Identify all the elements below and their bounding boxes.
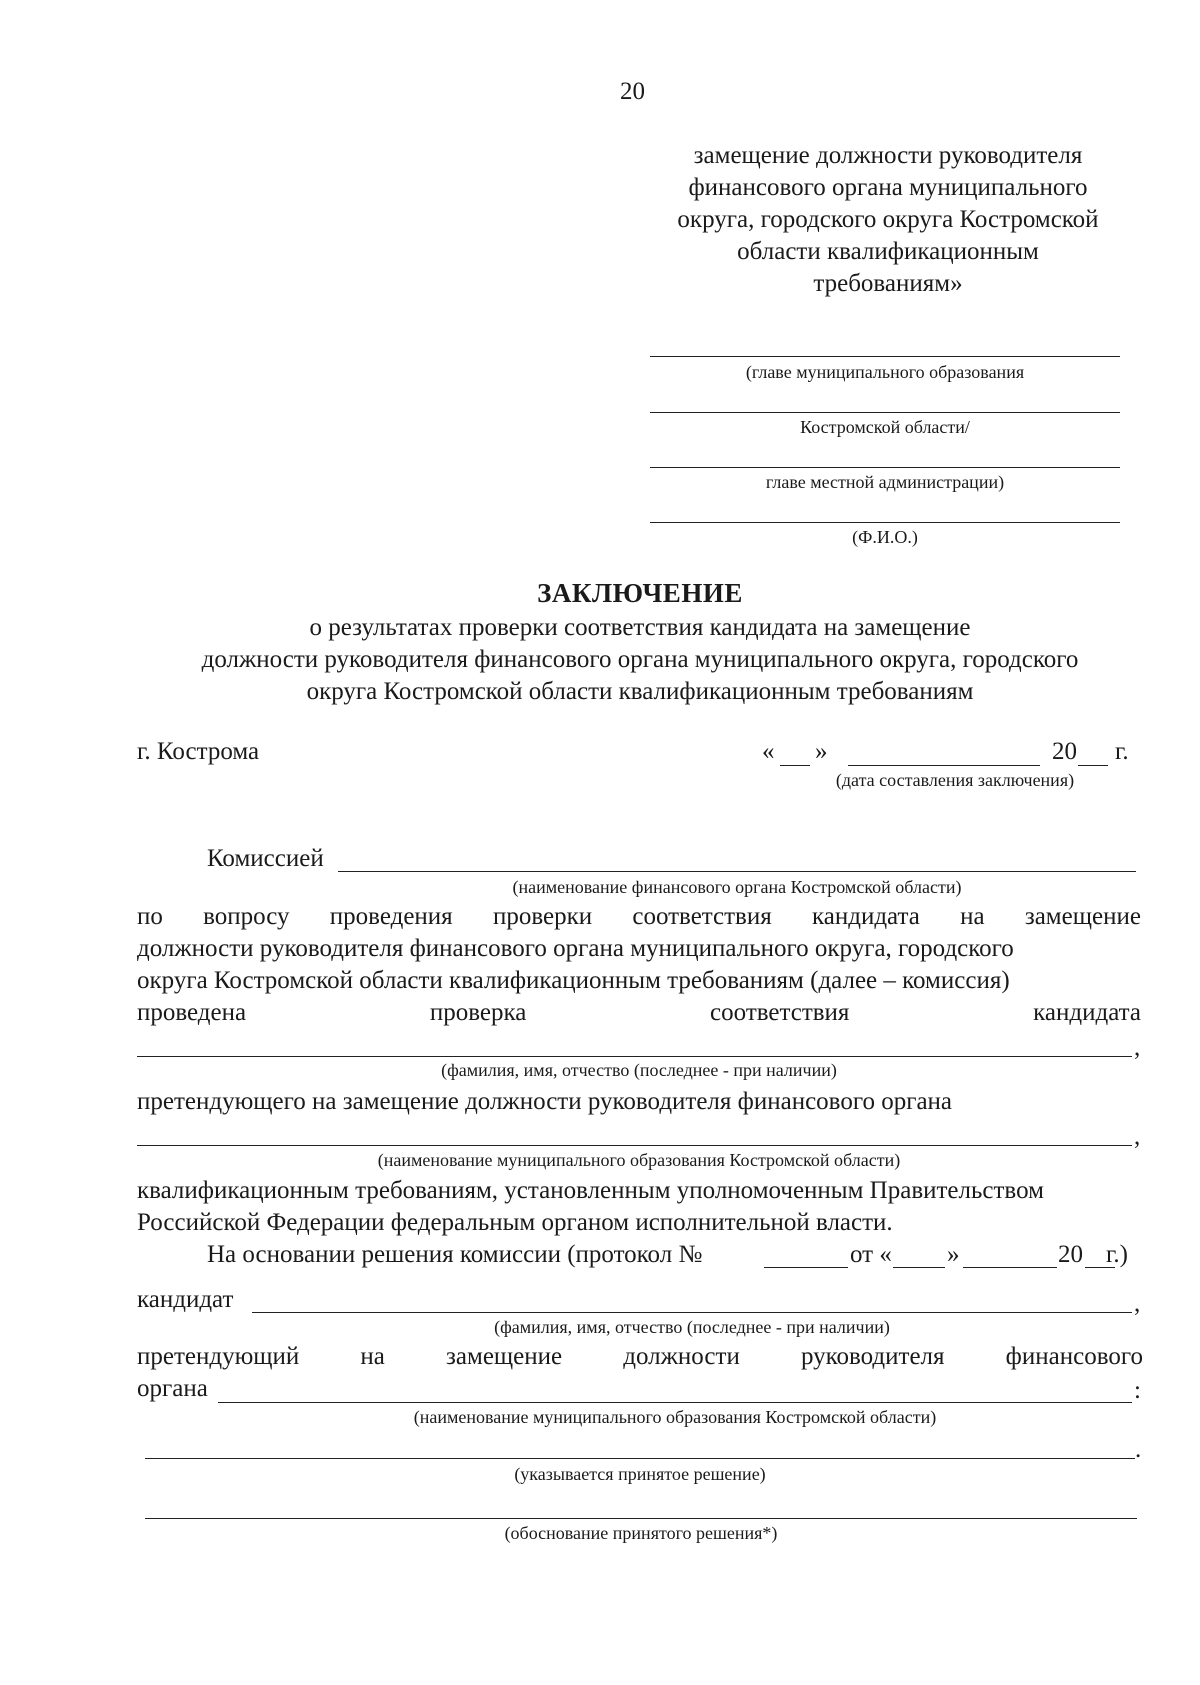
date-open-quote: «: [762, 738, 775, 765]
header-block: [628, 140, 1148, 300]
word: замещение: [1024, 903, 1141, 930]
decision-result-line: [145, 1458, 1135, 1459]
header-line: замещение должности руководителя: [693, 142, 1083, 169]
candidate-label: кандидат: [137, 1286, 234, 1313]
word: по: [137, 903, 163, 930]
word: проведения: [329, 903, 453, 930]
subtitle-line: округа Костромской области квалификационным требованиям: [306, 678, 974, 705]
date-year-prefix: 20: [1052, 738, 1077, 765]
document-subtitle: [100, 612, 1180, 708]
word: на: [360, 1343, 385, 1370]
place: г. Кострома: [137, 738, 260, 765]
date-close-quote: »: [815, 738, 828, 765]
date-month-line: [848, 765, 1040, 766]
word: претендующий: [137, 1343, 300, 1370]
addressee-line: [650, 522, 1120, 523]
word: на: [960, 903, 985, 930]
commission-line: [338, 871, 1136, 872]
comma: ,: [1134, 1123, 1141, 1150]
comma: ,: [1134, 1034, 1141, 1061]
decision-end: г.): [1106, 1241, 1129, 1268]
municipality-caption: (наименование муниципального образования Костромской области): [377, 1150, 901, 1170]
decision-year: 20: [1058, 1241, 1083, 1268]
addressee-caption: Костромской области/: [800, 417, 970, 437]
header-line: финансового органа муниципального: [688, 174, 1088, 201]
decision-from: от «: [850, 1241, 892, 1268]
date-year-suffix: г.: [1115, 738, 1129, 765]
justification-line: [145, 1518, 1137, 1519]
page-number: 20: [620, 78, 645, 105]
word: проверка: [429, 999, 527, 1026]
word: соответствия: [710, 999, 850, 1026]
pretending2-line: [137, 1343, 1143, 1371]
addressee-caption: (главе муниципального образования: [745, 362, 1025, 382]
decision-day-line: [893, 1267, 945, 1268]
document-title: ЗАКЛЮЧЕНИЕ: [537, 578, 743, 608]
municipality-line: [137, 1145, 1132, 1146]
header-line: области квалификационным: [737, 238, 1039, 265]
qualification-line1: квалификационным требованиям, установленным уполномоченным Правительством: [137, 1177, 1044, 1204]
decision-caption: (указывается принятое решение): [514, 1464, 766, 1484]
subtitle-line: должности руководителя финансового органа муниципального округа, городского: [201, 646, 1079, 673]
para1-line1: [137, 903, 1141, 931]
word: кандидата: [1033, 999, 1141, 1026]
word: замещение: [446, 1343, 563, 1370]
para1-line2: должности руководителя финансового органа муниципального округа, городского: [137, 935, 1014, 962]
decision-text: На основании решения комиссии (протокол №: [207, 1241, 703, 1268]
commission-label: Комиссией: [207, 845, 324, 872]
addressee-line: [650, 356, 1120, 357]
date-caption: (дата составления заключения): [835, 770, 1075, 790]
colon: :: [1134, 1377, 1141, 1404]
date-day-line: [780, 765, 810, 766]
para1-line3: округа Костромской области квалификационным требованиям (далее – комиссия): [137, 967, 1010, 994]
addressee-caption: (Ф.И.О.): [852, 527, 918, 547]
candidate-name-line: [252, 1312, 1132, 1313]
addressee-line: [650, 412, 1120, 413]
fio-caption: (фамилия, имя, отчество (последнее - при наличии): [441, 1060, 837, 1080]
para1-line4: [137, 999, 1141, 1027]
fio-caption-2: (фамилия, имя, отчество (последнее - при наличии): [494, 1317, 890, 1337]
organ-label: органа: [137, 1375, 208, 1402]
period: .: [1135, 1436, 1142, 1463]
word: проведена: [137, 999, 247, 1026]
municipality-caption-2: (наименование муниципального образования Костромской области): [413, 1407, 937, 1427]
header-line: требованиям»: [813, 270, 963, 297]
decision-month-line: [963, 1267, 1057, 1268]
protocol-number-line: [764, 1267, 848, 1268]
addressee-caption: главе местной администрации): [765, 472, 1005, 492]
pretending-line: претендующего на замещение должности руководителя финансового органа: [137, 1088, 953, 1115]
addressee-line: [650, 467, 1120, 468]
subtitle-line: о результатах проверки соответствия кандидата на замещение: [309, 614, 971, 641]
word: руководителя: [800, 1343, 945, 1370]
header-line: округа, городского округа Костромской: [677, 206, 1099, 233]
candidate-fio-line: [137, 1056, 1132, 1057]
justification-caption: (обоснование принятого решения*): [504, 1523, 778, 1543]
word: должности: [623, 1343, 740, 1370]
comma: ,: [1134, 1290, 1141, 1317]
word: вопросу: [203, 903, 290, 930]
word: кандидата: [812, 903, 920, 930]
decision-quote: »: [947, 1241, 960, 1268]
qualification-line2: Российской Федерации федеральным органом исполнительной власти.: [137, 1209, 893, 1236]
date-year-line: [1078, 765, 1108, 766]
word: проверки: [492, 903, 593, 930]
word: соответствия: [632, 903, 772, 930]
word: финансового: [1005, 1343, 1143, 1370]
organ-line: [218, 1402, 1132, 1403]
commission-caption: (наименование финансового органа Костромской области): [512, 877, 962, 897]
